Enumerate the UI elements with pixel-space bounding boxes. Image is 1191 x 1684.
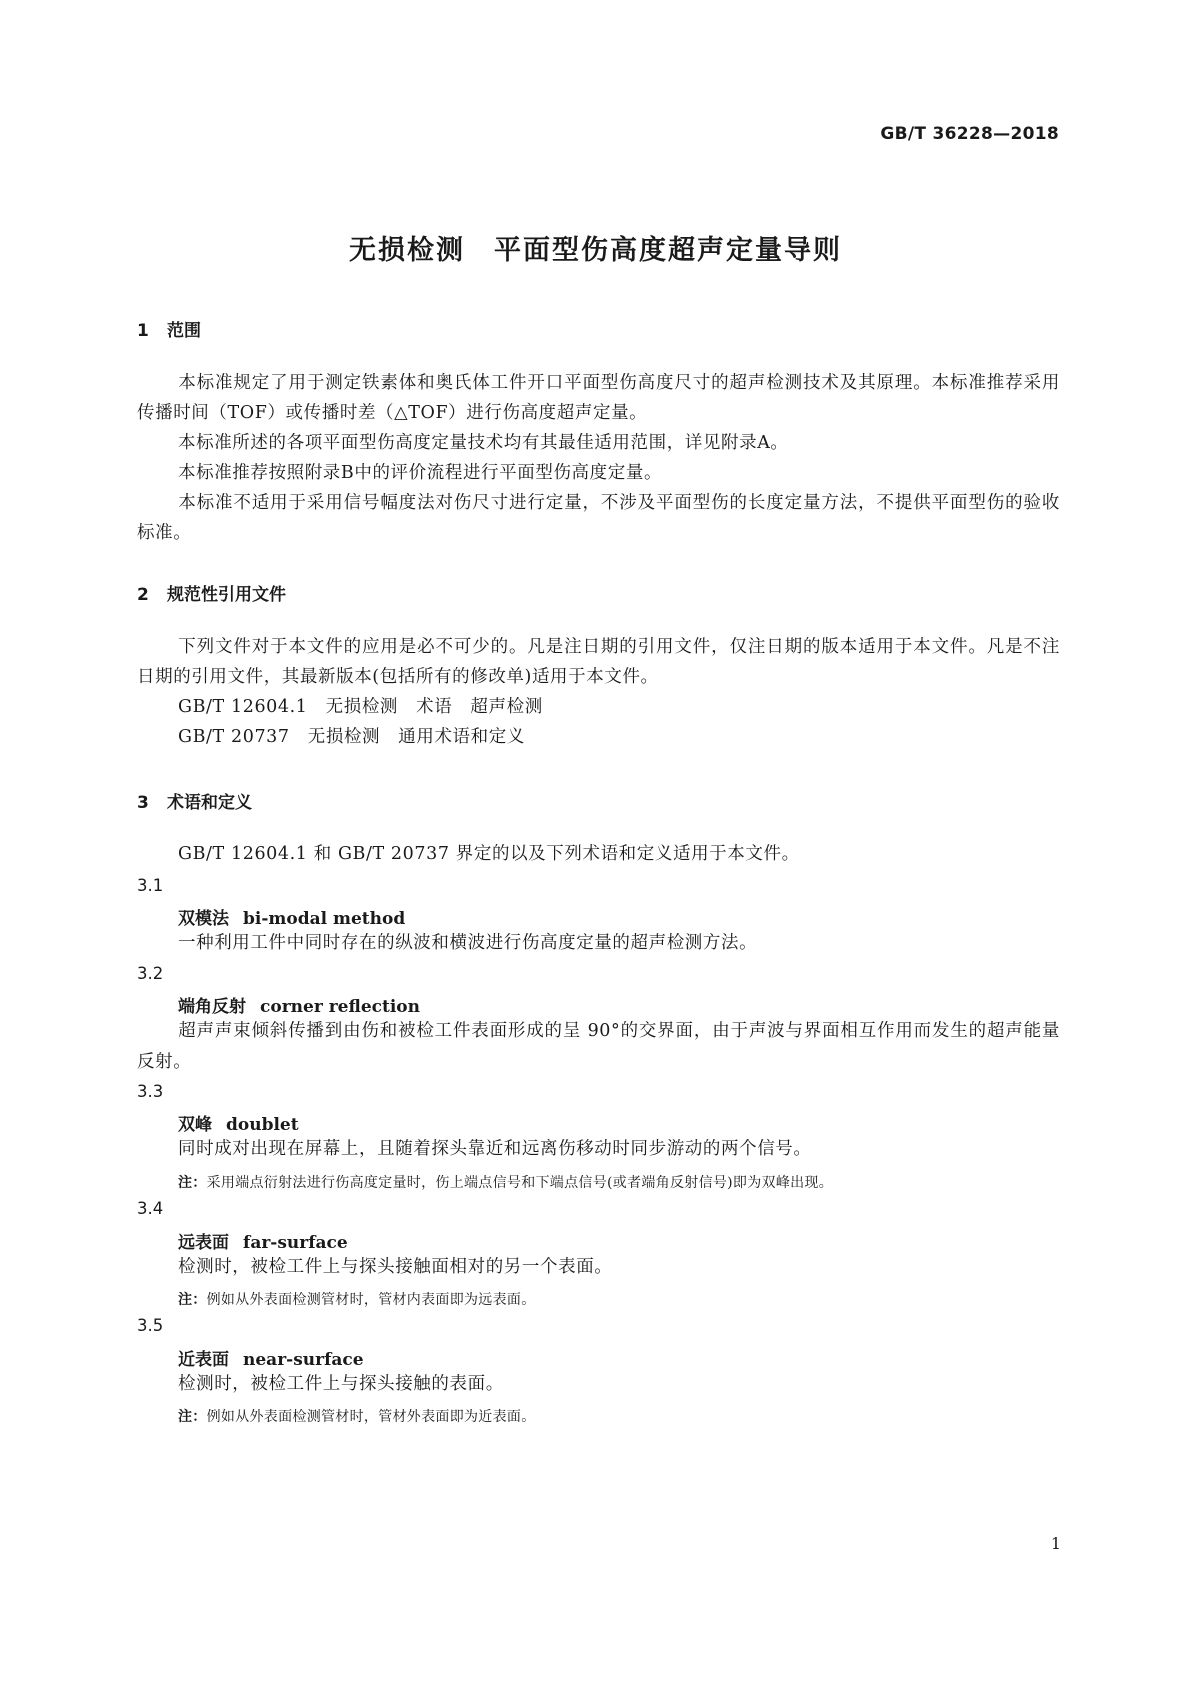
reference-item: GB/T 12604.1 无损检测 术语 超声检测	[178, 697, 543, 717]
term-definition: 同时成对出现在屏幕上，且随着探头靠近和远离伤移动时同步游动的两个信号。	[178, 1139, 812, 1159]
term-definition: 检测时，被检工件上与探头接触的表面。	[178, 1374, 504, 1394]
section-number: 1	[137, 321, 149, 341]
section-1-heading	[137, 316, 201, 341]
term-heading: 端角反射 corner reflection	[178, 997, 421, 1017]
term-definition: 一种利用工件中同时存在的纵波和横波进行伤高度定量的超声检测方法。	[178, 933, 758, 953]
term-definition: 超声声束倾斜传播到由伤和被检工件表面形成的呈 90°的交界面，由于声波与界面相互作用而发生的超声能量反射。	[137, 1021, 1060, 1072]
term-definition: 检测时，被检工件上与探头接触面相对的另一个表面。	[178, 1257, 613, 1277]
term-note: 注：例如从外表面检测管材时，管材内表面即为远表面。	[178, 1292, 536, 1308]
term-heading: 双模法 bi-modal method	[178, 909, 406, 929]
document-title: 无损检测 平面型伤高度超声定量导则	[349, 235, 842, 266]
term-heading: 远表面 far-surface	[178, 1233, 348, 1253]
paragraph: GB/T 12604.1 和 GB/T 20737 界定的以及下列术语和定义适用于本文件。	[178, 844, 800, 864]
section-title: 范围	[167, 321, 201, 341]
section-3-heading	[137, 788, 252, 813]
paragraph: 下列文件对于本文件的应用是必不可少的。凡是注日期的引用文件，仅注日期的版本适用于本文件。凡是不注日期的引用文件，其最新版本(包括所有的修改单)适用于本文件。	[137, 637, 1060, 687]
term-number: 3.4	[137, 1199, 164, 1218]
reference-item: GB/T 20737 无损检测 通用术语和定义	[178, 727, 525, 747]
section-number: 2	[137, 585, 149, 605]
section-2-heading	[137, 580, 286, 605]
term-heading: 双峰 doublet	[178, 1115, 299, 1135]
term-note: 注：采用端点衍射法进行伤高度定量时，伤上端点信号和下端点信号(或者端角反射信号)即为双峰出现。	[178, 1175, 834, 1191]
section-title: 规范性引用文件	[167, 585, 286, 605]
page-number: 1	[1050, 1534, 1061, 1553]
term-number: 3.5	[137, 1316, 164, 1335]
term-note: 注：例如从外表面检测管材时，管材外表面即为近表面。	[178, 1409, 536, 1425]
paragraph: 本标准规定了用于测定铁素体和奥氏体工件开口平面型伤高度尺寸的超声检测技术及其原理。本标准推荐采用传播时间（TOF）或传播时差（△TOF）进行伤高度超声定量。	[137, 373, 1060, 423]
paragraph: 本标准推荐按照附录B中的评价流程进行平面型伤高度定量。	[178, 463, 663, 483]
section-title: 术语和定义	[167, 793, 252, 813]
term-number: 3.1	[137, 876, 164, 895]
standard-number: GB/T 36228—2018	[880, 124, 1059, 144]
term-heading: 近表面 near-surface	[178, 1350, 364, 1370]
paragraph: 本标准不适用于采用信号幅度法对伤尺寸进行定量，不涉及平面型伤的长度定量方法，不提供平面型伤的验收标准。	[137, 493, 1060, 543]
term-number: 3.3	[137, 1082, 164, 1101]
term-number: 3.2	[137, 964, 164, 983]
paragraph: 本标准所述的各项平面型伤高度定量技术均有其最佳适用范围，详见附录A。	[178, 433, 789, 453]
section-number: 3	[137, 793, 149, 813]
